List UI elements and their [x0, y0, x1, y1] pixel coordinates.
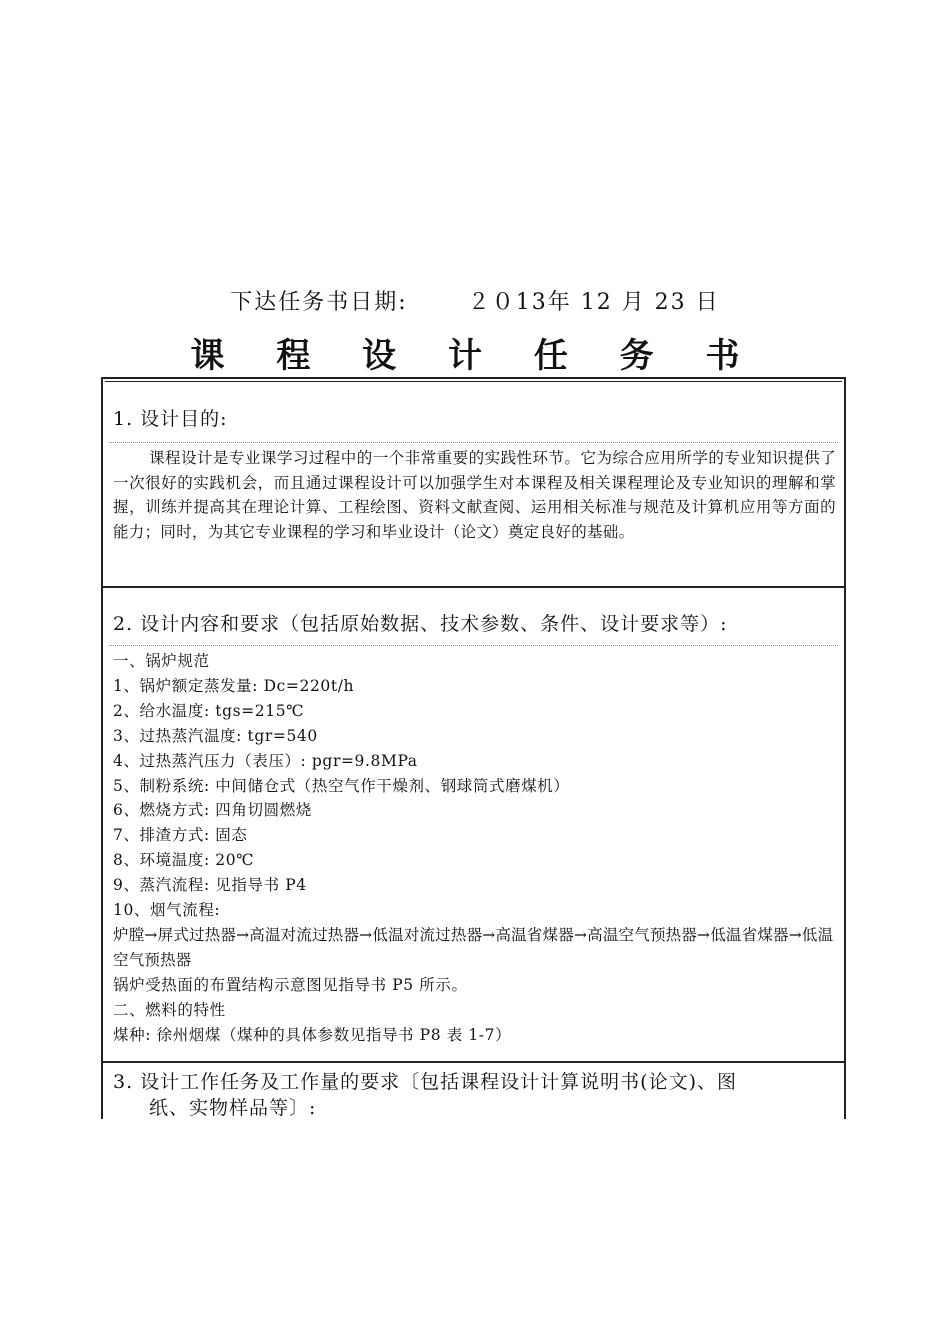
section-heading-line1: 3. 设计工作任务及工作量的要求〔包括课程设计计算说明书(论文)、图 — [113, 1071, 737, 1093]
list-item: 3、过热蒸汽温度: tgr=540 — [113, 726, 318, 745]
list-item: 1、锅炉额定蒸发量: Dc=220t/h — [113, 676, 355, 695]
list-item: 4、过热蒸汽压力（表压）: pgr=9.8MPa — [113, 751, 418, 770]
purpose-paragraph — [103, 443, 844, 544]
list-item: 10、烟气流程: — [113, 901, 221, 920]
document-title: 课 程 设 计 任 务 书 — [190, 336, 760, 376]
section-heading: 2. 设计内容和要求（包括原始数据、技术参数、条件、设计要求等）: — [113, 613, 728, 635]
task-table — [101, 377, 846, 1119]
list-item: 锅炉受热面的布置结构示意图见指导书 P5 所示。 — [113, 975, 468, 994]
purpose-text: 课程设计是专业课学习过程中的一个非常重要的实践性环节。它为综合应用所学的专业知识提供了一次很好的实践机会，而且通过课程设计可以加强学生对本课程及相关课程理论及专业知识的理解和掌握，训练并提高其在理论计算、工程绘图、资料文献查阅、运用相关标准与规范及计算机应用等方面的能力；同时，为其它专业课程的学习和毕业设计（论文）奠定良好的基础。 — [113, 449, 836, 541]
issue-date-line — [0, 285, 950, 316]
list-item: 二、燃料的特性 — [113, 1000, 226, 1019]
list-item: 6、燃烧方式: 四角切圆燃烧 — [113, 801, 312, 820]
list-item: 煤种: 徐州烟煤（煤种的具体参数见指导书 P8 表 1-7） — [113, 1025, 512, 1044]
list-item: 7、排渣方式: 固态 — [113, 826, 248, 845]
issue-date-value: ２０13年 12 月 23 日 — [467, 290, 720, 315]
section-heading-line2: 纸、实物样品等〕: — [149, 1097, 317, 1119]
paragraph-indent — [113, 449, 149, 467]
section-design-content — [103, 588, 844, 1063]
issue-date-label: 下达任务书日期: — [230, 290, 408, 315]
spec-list — [103, 646, 844, 1048]
section-design-purpose — [103, 379, 844, 588]
list-item: 一、锅炉规范 — [113, 652, 210, 670]
section-heading — [103, 1063, 844, 1121]
list-item: 9、蒸汽流程: 见指导书 P4 — [113, 876, 307, 895]
list-item: 5、制粉系统: 中间储仓式（热空气作干燥剂、钢球筒式磨煤机） — [113, 776, 570, 795]
list-item: 2、给水温度: tgs=215℃ — [113, 701, 305, 720]
section-workload — [103, 1063, 844, 1119]
list-item: 8、环境温度: 20℃ — [113, 851, 255, 870]
flue-gas-flow: 炉膛→屏式过热器→高温对流过热器→低温对流过热器→高温省煤器→高温空气预热器→低温省煤器→低温空气预热器 — [113, 925, 834, 969]
section-heading: 1. 设计目的: — [113, 408, 228, 430]
